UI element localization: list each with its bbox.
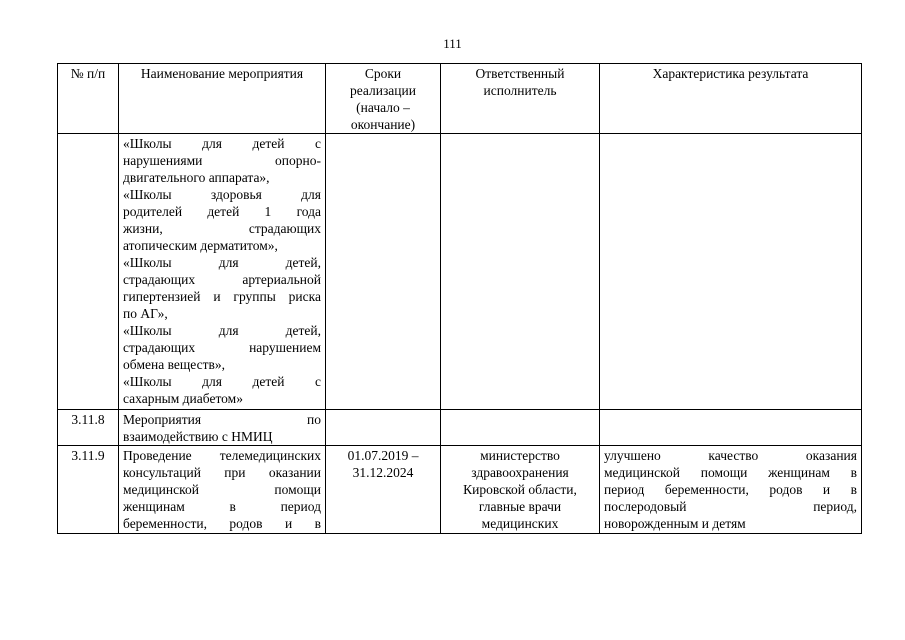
cell-executor-empty [441, 134, 600, 410]
row-number: 3.11.8 [58, 410, 119, 446]
cell-dates-empty [326, 134, 441, 410]
header-dates: Сроки реализации (начало – окончание) [326, 64, 441, 134]
table-row-3-11-9 [58, 446, 862, 534]
row-result: улучшено качество оказания медицинской помощи женщинам в период беременности, родов и в послеродовый период, новорожденным и детям [600, 446, 862, 534]
header-result: Характеристика результата [600, 64, 862, 134]
row-number: 3.11.9 [58, 446, 119, 534]
cell-dates-empty [326, 410, 441, 446]
cell-result-empty [600, 410, 862, 446]
cell-result-empty [600, 134, 862, 410]
table-row-continuation [58, 134, 862, 410]
header-num: № п/п [58, 64, 119, 134]
row-name: Проведение телемедицинских консультаций при оказании медицинской помощи женщинам в период беременности, родов и в [119, 446, 326, 534]
header-name: Наименование мероприятия [119, 64, 326, 134]
row-name: Мероприятия по взаимодействию с НМИЦ [119, 410, 326, 446]
cell-schools-list: «Школы для детей с нарушениями опорно- двигательного аппарата», «Школы здоровья для родителей детей 1 года жизни, страдающих атопическим дерматитом», «Школы для детей, страдающих артериальной гипертензией и группы риска по АГ», «Школы для детей, страдающих нарушением обмена веществ», «Школы для детей с сахарным диабетом» [119, 134, 326, 410]
measures-table [57, 63, 862, 534]
header-executor: Ответственный исполнитель [441, 64, 600, 134]
row-dates: 01.07.2019 – 31.12.2024 [326, 446, 441, 534]
cell-num-empty [58, 134, 119, 410]
table-row-3-11-8 [58, 410, 862, 446]
cell-executor-empty [441, 410, 600, 446]
header-row [58, 64, 862, 134]
row-executor: министерство здравоохранения Кировской области, главные врачи медицинских [441, 446, 600, 534]
page-number: 111 [443, 36, 462, 51]
